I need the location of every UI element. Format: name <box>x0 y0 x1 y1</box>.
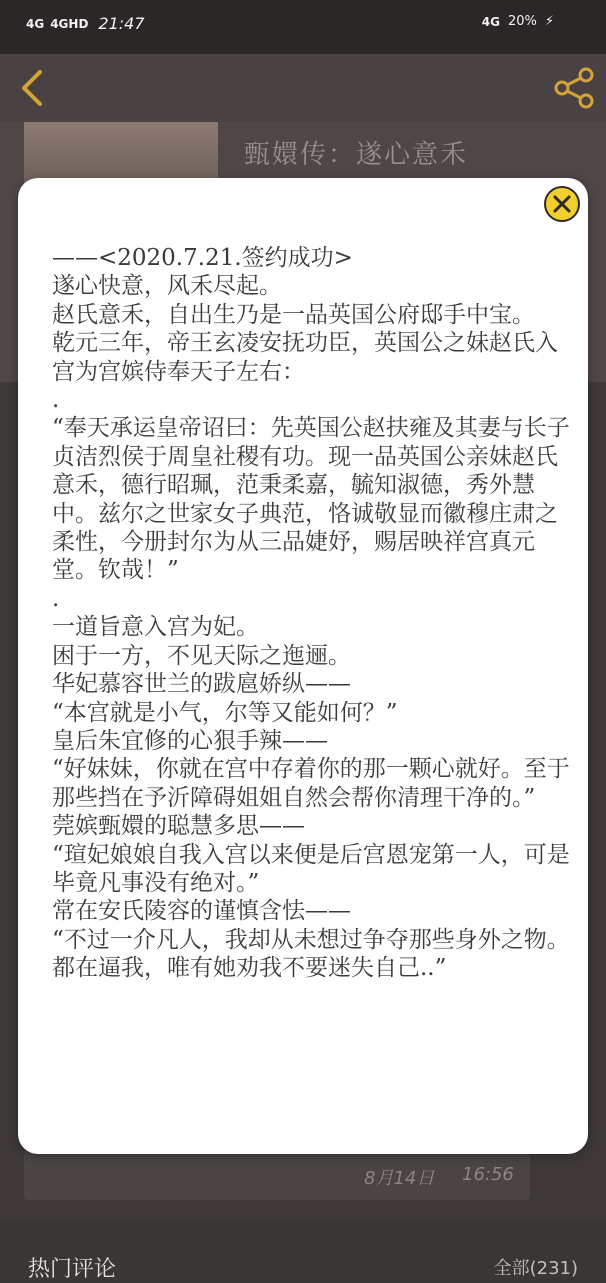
synopsis-line: 莞嫔甄嬛的聪慧多思—— <box>52 813 305 840</box>
close-icon <box>552 194 572 214</box>
synopsis-line: “本宫就是小气，尔等又能如何？” <box>52 699 398 726</box>
synopsis-text <box>52 244 572 1118</box>
synopsis-line: “瑄妃娘娘自我入宫以来便是后宫恩宠第一人，可是毕竟凡事没有绝对。” <box>52 841 570 896</box>
signal-icon: 4G <box>26 16 45 31</box>
synopsis-line: . <box>52 585 60 612</box>
status-bar <box>0 0 606 54</box>
synopsis-line: “奉天承运皇帝诏曰：先英国公赵扶雍及其妻与长子贞洁烈侯于周皇社稷有功。现一品英国公亲妹赵氏意禾，德行昭珮，范秉柔嘉，毓知淑德，秀外慧中。兹尔之世家女子典范，恪诚敬显而徽穆庄肃之柔性，今册封尔为从三品婕妤，赐居映祥宫真元堂。钦哉！” <box>52 415 570 584</box>
all-comments-link[interactable]: 全部(231) <box>493 1258 578 1279</box>
app-header <box>0 54 606 122</box>
charging-icon: ⚡ <box>544 14 554 29</box>
synopsis-line: . <box>52 387 60 414</box>
battery-level: 20% <box>507 14 537 29</box>
synopsis-dialog <box>18 178 588 1154</box>
close-button[interactable] <box>544 186 580 222</box>
synopsis-line: “好妹妹，你就在宫中存着你的那一颗心就好。至于那些挡在予沂障碍姐姐自然会帮你清理干净的。” <box>52 756 570 811</box>
chevron-left-icon[interactable] <box>18 68 48 108</box>
comments-title: 热门评论 <box>28 1257 117 1282</box>
synopsis-line: 一道旨意入宫为妃。 <box>52 614 259 641</box>
synopsis-line: “不过一介凡人，我却从未想过争夺那些身外之物。都在逼我，唯有她劝我不要迷失自己..” <box>52 926 570 982</box>
synopsis-line: 遂心快意，风禾尽起。 <box>52 273 282 300</box>
status-right <box>482 14 554 29</box>
synopsis-line: 常在安氏陵容的谨慎含怯—— <box>52 898 351 925</box>
synopsis-line: 困于一方，不见天际之迤逦。 <box>52 642 351 669</box>
synopsis-line: 乾元三年，帝王玄凌安抚功臣，英国公之妹赵氏入宫为宫嫔侍奉天子左右： <box>52 330 558 385</box>
synopsis-line: 皇后朱宜修的心狠手辣—— <box>52 727 328 754</box>
post-meta <box>24 1150 530 1200</box>
network-icon: 4G <box>481 14 500 29</box>
post-date: 8月14日 <box>364 1168 435 1189</box>
comments-header <box>0 1222 606 1280</box>
signal-icon-2: 4GHD <box>50 16 89 31</box>
status-left <box>26 14 145 33</box>
post-time: 16:56 <box>462 1164 514 1185</box>
synopsis-line: ——<2020.7.21.签约成功> <box>52 245 353 271</box>
clock: 21:47 <box>98 14 145 33</box>
synopsis-line: 华妃慕容世兰的跋扈娇纵—— <box>52 671 351 698</box>
share-icon[interactable] <box>552 66 596 110</box>
book-title: 甄嬛传：遂心意禾 <box>244 140 469 170</box>
synopsis-line: 赵氏意禾，自出生乃是一品英国公府邸手中宝。 <box>52 301 535 328</box>
